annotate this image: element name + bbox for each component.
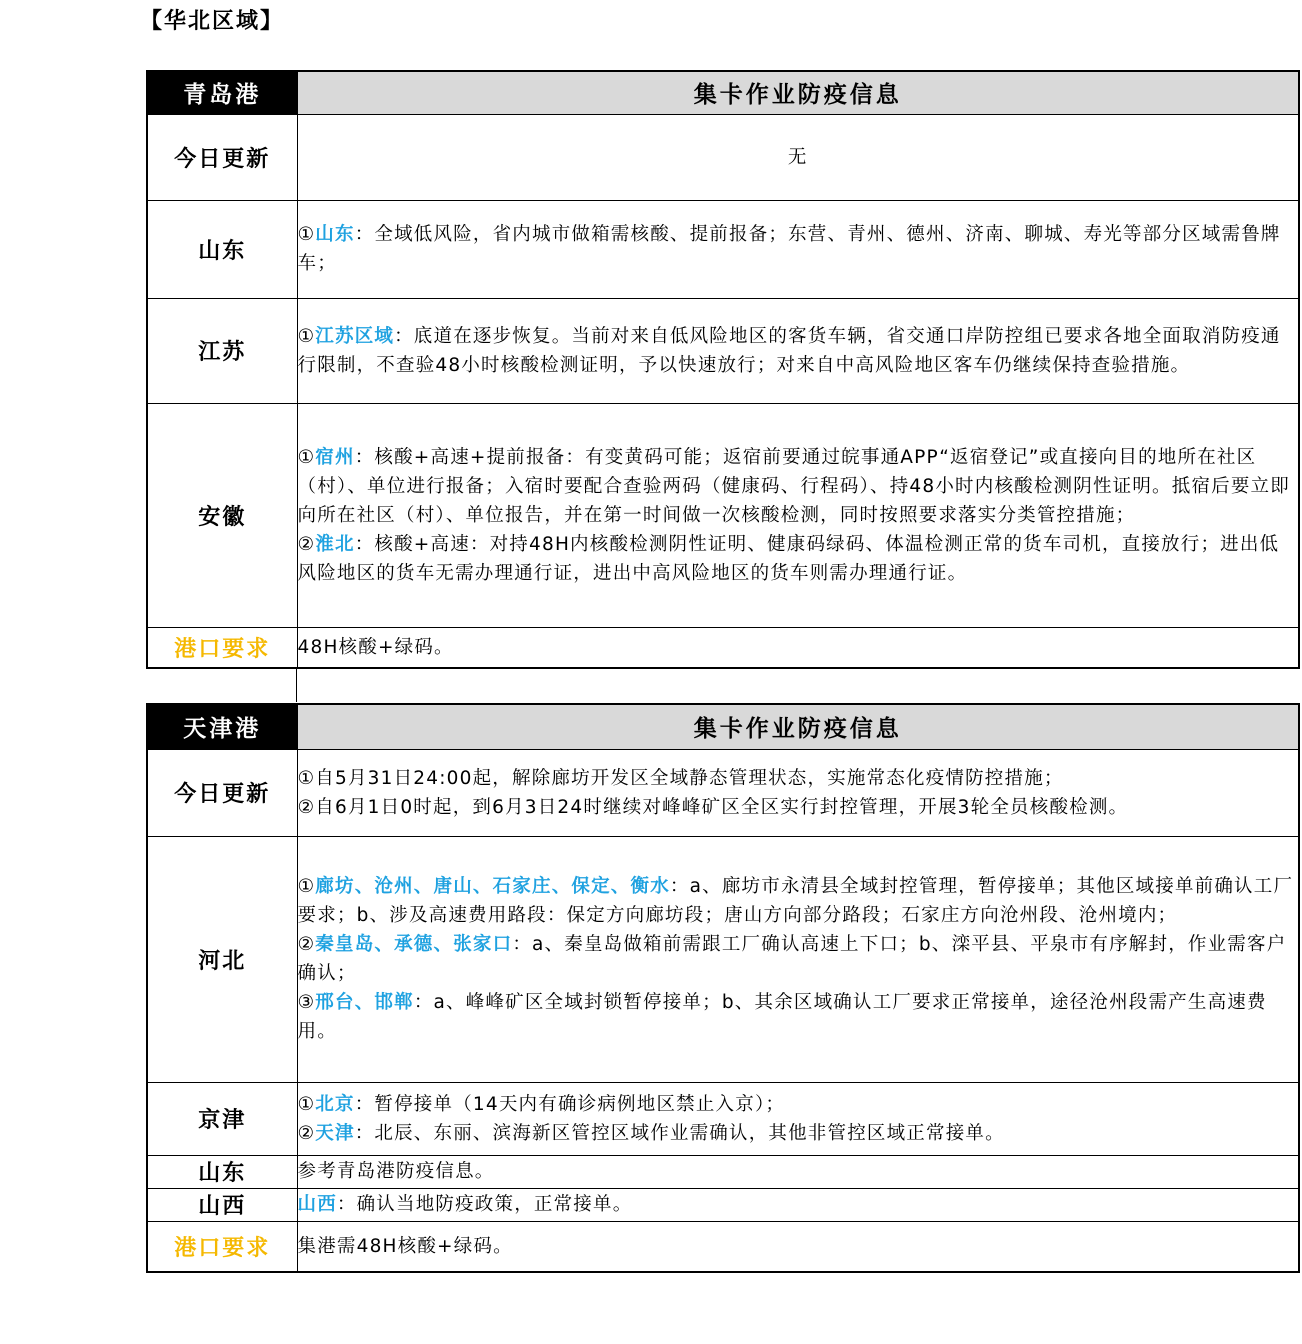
row-content [297,298,1299,403]
content-text: ：核酸+高速：对持48H内核酸检测阴性证明、健康码绿码、体温检测正常的货车司机，直接放行；进出低风险地区的货车无需办理通行证，进出中高风险地区的货车则需办理通行证。 [297,533,1280,584]
highlight-text: 北京 [315,1093,355,1115]
content-text: ① [297,325,316,347]
content-text: ② [297,1122,316,1144]
content-text: ：确认当地防疫政策，正常接单。 [336,1194,633,1215]
content-text: ②自6月1日0时起，到6月3日24时继续对峰峰矿区全区实行封控管理，开展3轮全员核酸检测。 [297,796,1129,818]
content-text: ：全域低风险，省内城市做箱需核酸、提前报备；东营、青州、德州、济南、聊城、寿光等部分区域需鲁牌车； [297,224,1281,274]
table-row [147,1082,1299,1155]
highlight-text: 江苏区域 [315,325,395,347]
content-text: ：底道在逐步恢复。当前对来自低风险地区的客货车辆，省交通口岸防控组已要求各地全面取消防疫通行限制，不查验48小时核酸检测证明，予以快速放行；对来自中高风险地区客车仍继续保持查验措施。 [297,325,1281,376]
content-text: ① [297,446,316,468]
highlight-text: 邢台、邯郸 [315,992,414,1013]
region-title: 【华北区域】 [140,9,285,34]
row-label: 京津 [147,1082,297,1155]
qingdao-table [146,70,1300,669]
row-content [297,1221,1299,1272]
content-text: ：核酸+高速+提前报备：有变黄码可能；返宿前要通过皖事通APP“返宿登记”或直接向目的地所在社区（村）、单位进行报备；入宿时要配合查验两码（健康码、行程码）、持48小时内核酸检测阴性证明。抵宿后要立即向所在社区（村）、单位报告，并在第一时间做一次核酸检测，同时按照要求落实分类管控措施； [297,446,1290,526]
table-row [147,114,1299,200]
row-content [297,627,1299,668]
content-text: ③ [297,992,316,1013]
row-content [297,114,1299,200]
table-row [147,627,1299,668]
content-text: ：北辰、东丽、滨海新区管控区域作业需确认，其他非管控区域正常接单。 [354,1122,1005,1144]
content-text: 无 [787,146,808,168]
row-label: 今日更新 [147,749,297,836]
content-text: ② [297,934,316,955]
content-text: ：a、峰峰矿区全域封锁暂停接单；b、其余区域确认工厂要求正常接单，途径沧州段需产生高速费用。 [297,992,1267,1042]
table-header: 集卡作业防疫信息 [297,71,1299,114]
row-content [297,200,1299,298]
row-label: 港口要求 [147,1221,297,1272]
table-row [147,1221,1299,1272]
table-row [147,403,1299,627]
tianjin-table [146,703,1300,1273]
table-row [147,836,1299,1082]
row-content [297,836,1299,1082]
content-text: ① [297,224,316,245]
table-row [147,749,1299,836]
highlight-text: 山西 [297,1194,337,1215]
content-text: ① [297,1093,316,1115]
table-row [147,1155,1299,1188]
row-content [297,1155,1299,1188]
row-label: 安徽 [147,403,297,627]
highlight-text: 山东 [315,224,355,245]
content-text: ：a、廊坊市永清县全域封控管理，暂停接单；其他区域接单前确认工厂要求；b、涉及高速费用路段：保定方向廊坊段；唐山方向部分路段；石家庄方向沧州段、沧州境内； [297,876,1294,926]
content-text: ：暂停接单（14天内有确诊病例地区禁止入京）； [354,1093,786,1115]
port-name: 青岛港 [147,71,297,114]
highlight-text: 廊坊、沧州、唐山、石家庄、保定、衡水 [315,876,670,897]
content-text: 集港需48H核酸+绿码。 [297,1235,513,1257]
content-text: ① [297,876,316,897]
row-label: 港口要求 [147,627,297,668]
content-text: 参考青岛港防疫信息。 [297,1161,495,1182]
highlight-text: 淮北 [315,533,355,555]
row-label: 山东 [147,200,297,298]
content-text: ①自5月31日24:00起，解除廊坊开发区全域静态管理状态，实施常态化疫情防控措施； [297,767,1064,789]
divider [296,668,297,702]
table-row [147,200,1299,298]
row-content [297,749,1299,836]
highlight-text: 宿州 [315,446,355,468]
table-row [147,298,1299,403]
table-header: 集卡作业防疫信息 [297,704,1299,749]
row-label: 江苏 [147,298,297,403]
table-row [147,1188,1299,1221]
content-text: ：a、秦皇岛做箱前需跟工厂确认高速上下口；b、滦平县、平泉市有序解封，作业需客户确认； [297,934,1287,984]
row-content [297,403,1299,627]
row-content [297,1188,1299,1221]
content-text: ② [297,533,316,555]
row-label: 山东 [147,1155,297,1188]
highlight-text: 秦皇岛、承德、张家口 [315,934,513,955]
row-label: 山西 [147,1188,297,1221]
row-label: 今日更新 [147,114,297,200]
row-label: 河北 [147,836,297,1082]
port-name: 天津港 [147,704,297,749]
content-text: 48H核酸+绿码。 [297,636,454,658]
row-content [297,1082,1299,1155]
highlight-text: 天津 [315,1122,355,1144]
